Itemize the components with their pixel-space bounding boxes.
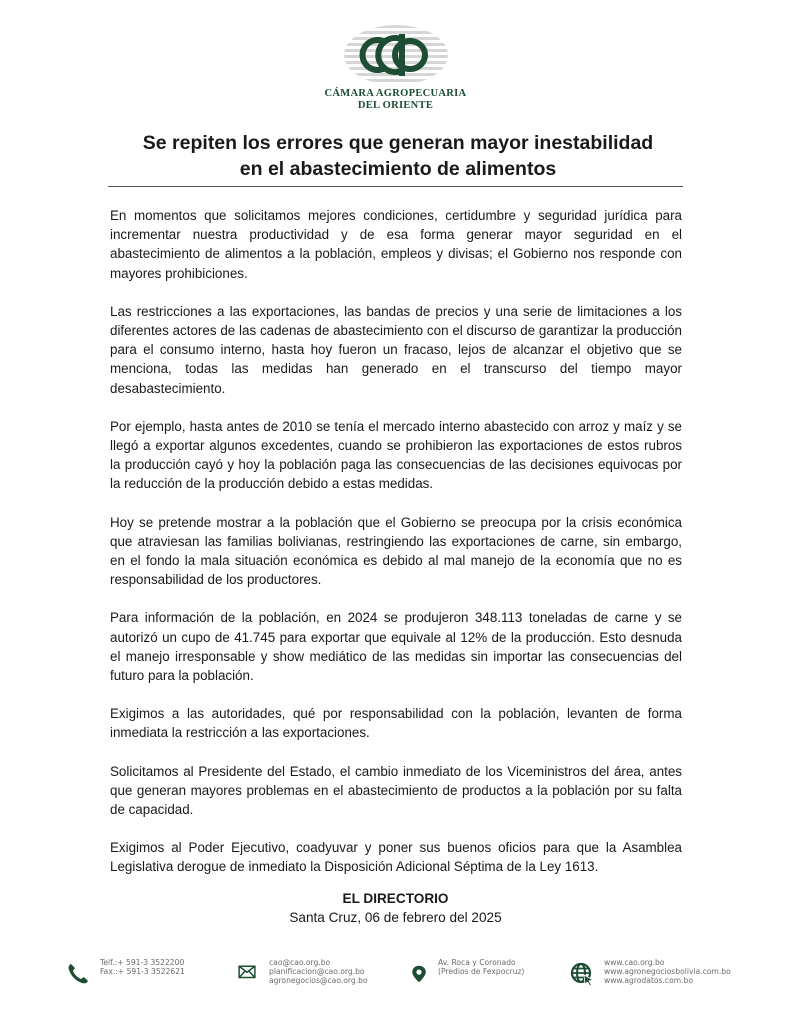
website-link[interactable]: www.agrodatos.com.bo <box>604 976 693 985</box>
footer <box>0 958 791 998</box>
title-line1: Se repiten los errores que generan mayor inestabilidad <box>142 132 654 154</box>
place-date: Santa Cruz, 06 de febrero del 2025 <box>289 910 502 925</box>
document-body <box>110 206 682 896</box>
paragraph: Hoy se pretende mostrar a la población que el Gobierno se preocupa por la crisis económica que atraviesan las familias bolivianas, restringiendo las exportaciones de carne, sin embargo, en el fondo la mala situación económica es debido al mal manejo de la economía que no es responsabilidad de los productores. <box>110 514 682 588</box>
footer-email <box>235 958 368 985</box>
website-link[interactable]: www.cao.org.bo <box>604 958 665 967</box>
org-name-line1: CÁMARA AGROPECUARIA <box>324 88 467 99</box>
map-pin-icon <box>410 962 428 986</box>
signoff <box>0 889 791 927</box>
header-logo <box>0 22 791 112</box>
phone-number[interactable]: Telf.:+ 591-3 3522200 <box>100 958 185 967</box>
email-link[interactable]: agronegocios@cao.org.bo <box>269 976 368 985</box>
footer-web <box>570 958 731 986</box>
website-link[interactable]: www.agronegociosbolivia.com.bo <box>604 967 731 976</box>
title-line2: en el abastecimiento de alimentos <box>239 158 557 180</box>
paragraph: Exigimos a las autoridades, qué por responsabilidad con la población, levanten de forma inmediata la restricción a las exportaciones. <box>110 706 682 741</box>
footer-address <box>410 958 524 986</box>
title-divider <box>108 186 683 187</box>
paragraph: Por ejemplo, hasta antes de 2010 se tenía el mercado interno abastecido con arroz y maíz y se llegó a exportar algunos excedentes, cuando se prohibieron las exportaciones de estos rubros la producción cayó y hoy la población paga las consecuencias de las decisiones equivocas por la reducción de la producción debido a estas medidas. <box>110 418 682 492</box>
email-link[interactable]: cao@cao.org.bo <box>269 958 331 967</box>
paragraph: Solicitamos al Presidente del Estado, el cambio inmediato de los Viceministros del área, antes que generan mayores problemas en el abastecimiento de productos a la población por su falta de capacidad. <box>110 763 682 818</box>
email-link[interactable]: planificacion@cao.org.bo <box>269 967 365 976</box>
footer-phone <box>66 958 185 986</box>
document-title <box>110 130 686 182</box>
address-line: (Predios de Fexpocruz) <box>438 967 525 976</box>
paragraph: Las restricciones a las exportaciones, las bandas de precios y una serie de limitaciones a los diferentes actores de las cadenas de abastecimiento con el discurso de garantizar la producción para el consumo interno, hasta hoy fueron un fracaso, lejos de alcanzar el objetivo que se menciona, todas las medidas han generado en el transcurso del tiempo mayor desabastecimiento. <box>110 303 682 396</box>
paragraph: Exigimos al Poder Ejecutivo, coadyuvar y poner sus buenos oficios para que la Asamblea Legislativa derogue de inmediato la Disposición Adicional Séptima de la Ley 1613. <box>110 840 682 875</box>
paragraph: En momentos que solicitamos mejores condiciones, certidumbre y seguridad jurídica para incrementar nuestra productividad y de esa forma generar mayor seguridad en el abastecimiento de alimentos a la población, empleos y divisas; el Gobierno nos responde con mayores prohibiciones. <box>110 208 682 281</box>
address-line: Av. Roca y Coronado <box>438 958 516 967</box>
org-name-line2: DEL ORIENTE <box>357 100 434 111</box>
fax-number[interactable]: Fax.:+ 591-3 3522621 <box>100 967 185 976</box>
paragraph: Para información de la población, en 2024 se produjeron 348.113 toneladas de carne y se autorizó un cupo de 41.745 para exportar que equivale al 12% de la producción. Esto desnuda el manejo irresponsable y show mediático de las medidas sin importar las consecuencias del futuro para la población. <box>110 610 682 684</box>
globe-cursor-icon <box>570 962 594 986</box>
cao-monogram-logo-icon <box>341 22 451 88</box>
signer: EL DIRECTORIO <box>342 891 449 906</box>
envelope-icon <box>235 964 259 982</box>
phone-icon <box>66 962 90 986</box>
